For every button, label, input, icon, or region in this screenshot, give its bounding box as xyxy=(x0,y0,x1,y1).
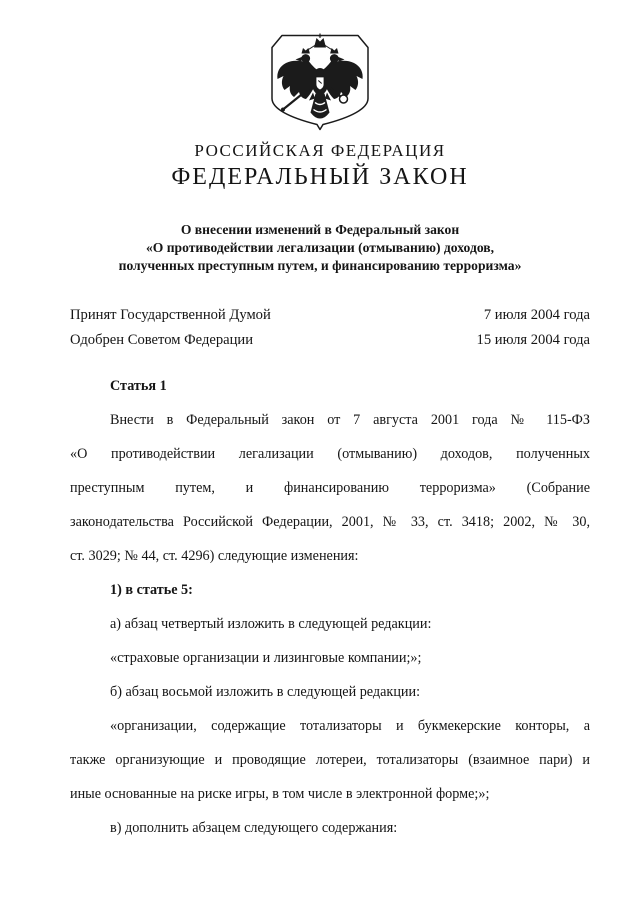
intro-paragraph-line: «О противодействии легализации (отмыванию) доходов, полученных xyxy=(70,446,590,462)
amendment-quote-a: «страховые организации и лизинговые компании;»; xyxy=(110,650,422,666)
intro-paragraph-line: Внести в Федеральный закон от 7 августа 2001 года № 115-ФЗ xyxy=(110,412,590,428)
intro-paragraph-line: преступным путем, и финансированию терроризма» (Собрание xyxy=(70,480,590,496)
amendment-item-a: а) абзац четвертый изложить в следующей редакции: xyxy=(110,616,432,632)
amendment-quote-b-line: «организации, содержащие тотализаторы и букмекерские конторы, а xyxy=(110,718,590,734)
intro-paragraph-line: законодательства Российской Федерации, 2001, № 33, ст. 3418; 2002, № 30, xyxy=(70,514,590,530)
adopted-by-duma-row xyxy=(70,303,590,328)
law-subtitle-line-1: О внесении изменений в Федеральный закон xyxy=(180,222,460,237)
doc-type-title: ФЕДЕРАЛЬНЫЙ ЗАКОН xyxy=(171,164,469,190)
country-title: РОССИЙСКАЯ ФЕДЕРАЦИЯ xyxy=(194,141,446,160)
amendment-item-1: 1) в статье 5: xyxy=(110,582,193,598)
russia-coat-of-arms-icon xyxy=(263,32,377,136)
intro-paragraph-line: ст. 3029; № 44, ст. 4296) следующие изменения: xyxy=(70,548,359,564)
amendment-item-b: б) абзац восьмой изложить в следующей редакции: xyxy=(110,684,421,700)
approved-by-council-label: Одобрен Советом Федерации xyxy=(70,332,254,348)
approved-by-council-row xyxy=(70,328,590,353)
law-subtitle-line-2: «О противодействии легализации (отмыванию) доходов, xyxy=(145,240,495,255)
law-body-text xyxy=(70,369,590,845)
approved-by-council-date: 15 июля 2004 года xyxy=(476,332,590,348)
adoption-block xyxy=(70,303,590,353)
amendment-quote-b-line: также организующие и проводящие лотереи, тотализаторы (взаимное пари) и xyxy=(70,752,590,768)
article-1-heading: Статья 1 xyxy=(110,378,167,394)
law-subtitle-line-3: полученных преступным путем, и финансированию терроризма» xyxy=(118,258,522,273)
law-subtitle xyxy=(55,221,585,275)
amendment-item-v: в) дополнить абзацем следующего содержания: xyxy=(110,820,398,836)
amendment-quote-b-line: иные основанные на риске игры, в том числе в электронной форме;»; xyxy=(70,786,490,802)
adopted-by-duma-label: Принят Государственной Думой xyxy=(70,307,271,323)
adopted-by-duma-date: 7 июля 2004 года xyxy=(483,307,590,323)
